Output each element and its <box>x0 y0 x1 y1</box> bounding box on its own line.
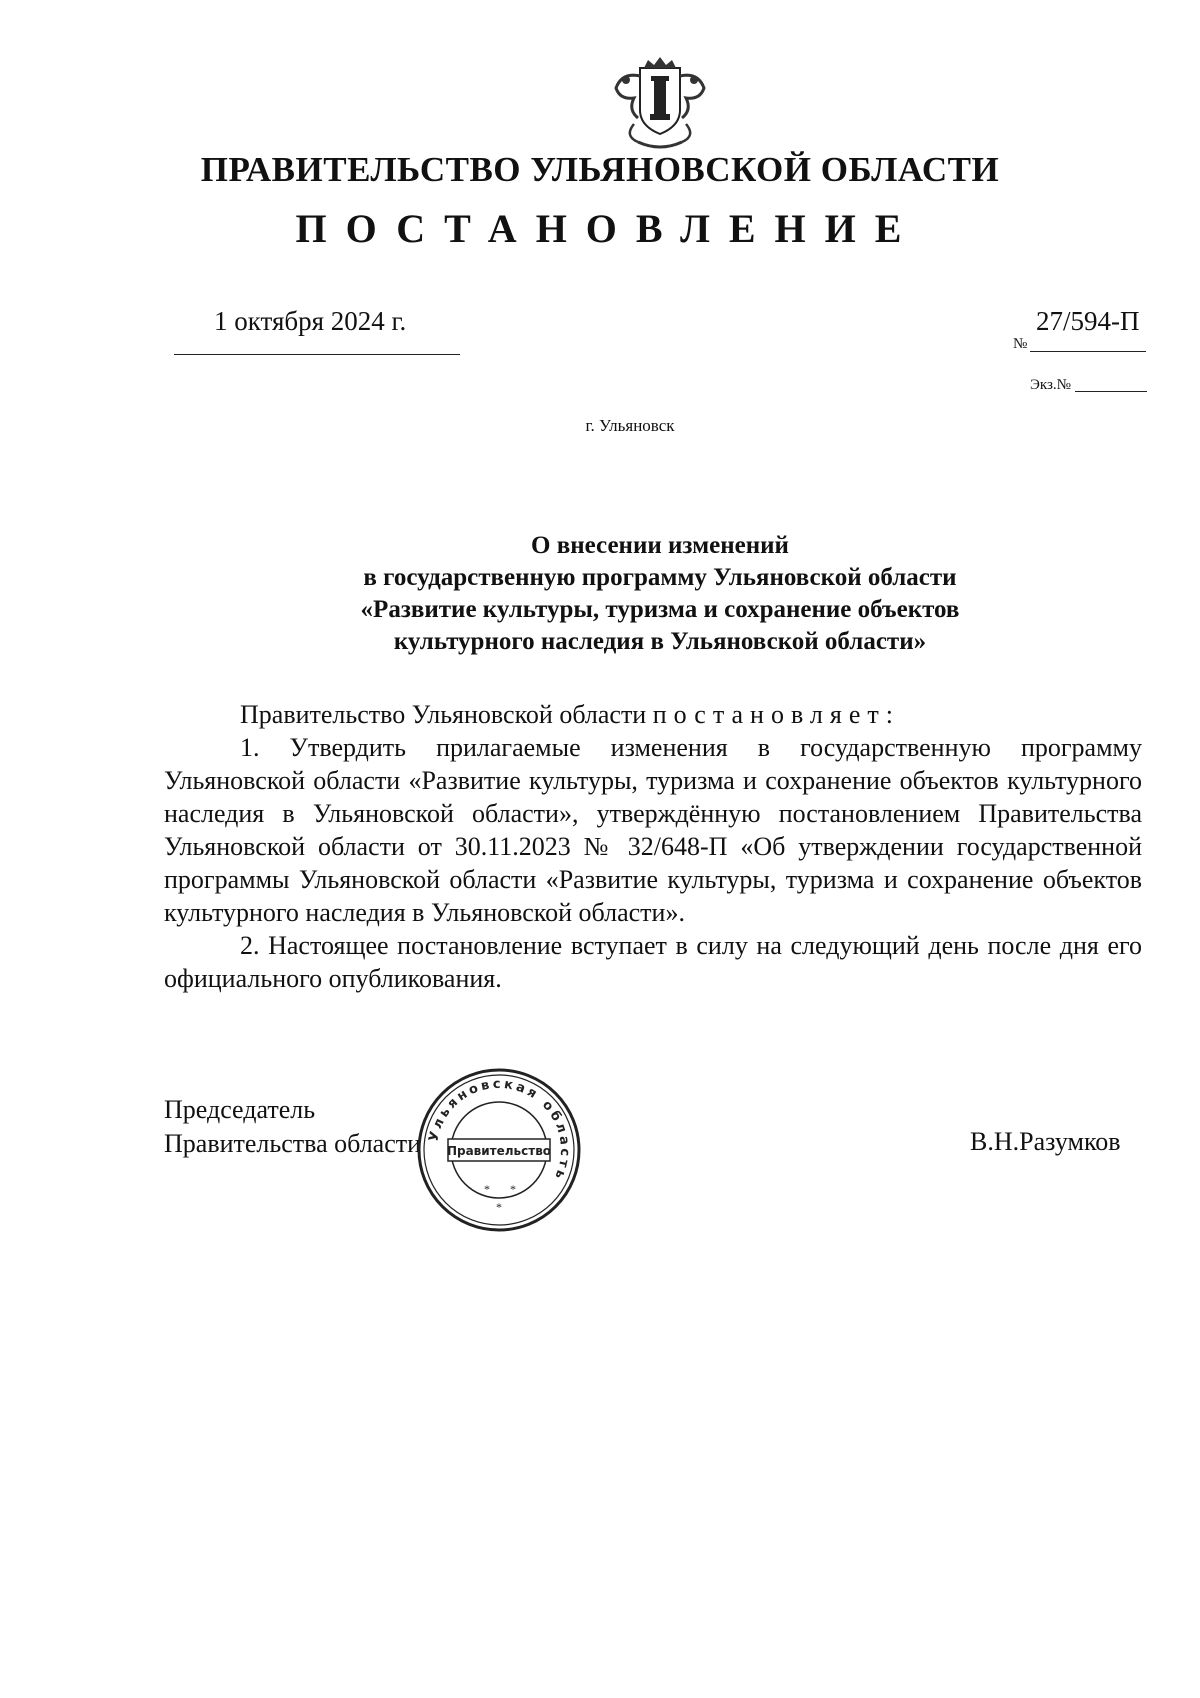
document-number: 27/594-П <box>1036 306 1140 336</box>
item-1: 1. Утвердить прилагаемые изменения в государственную программу Ульяновской области «Развитие культуры, туризма и сохранение объектов культурного наследия в Ульяновской области», утверждённую постановлением Правительства Ульяновской области от 30.11.2023 № 32/648-П «Об утверждении государственной программы Ульяновской области «Развитие культуры, туризма и сохранение объектов культурного наследия в Ульяновской области». <box>164 733 1142 927</box>
position-line: Правительства области <box>164 1129 422 1158</box>
document-type: ПОСТАНОВЛЕНИЕ <box>295 206 921 251</box>
title-line: культурного наследия в Ульяновской области» <box>393 628 927 655</box>
date-underline <box>174 354 460 355</box>
document-date: 1 октября 2024 г. <box>214 306 407 336</box>
title-line: «Развитие культуры, туризма и сохранение объектов <box>360 596 960 623</box>
preamble-text: Правительство Ульяновской области <box>240 700 647 729</box>
title-line: в государственную программу Ульяновской области <box>363 564 957 591</box>
number-underline <box>1030 351 1146 352</box>
preamble-spaced: постановляет: <box>652 700 900 729</box>
svg-text:*: * <box>484 1182 490 1196</box>
organization-name: ПРАВИТЕЛЬСТВО УЛЬЯНОВСКОЙ ОБЛАСТИ <box>200 150 1000 189</box>
svg-text:*: * <box>496 1200 502 1214</box>
signatory-position <box>164 1093 421 1161</box>
coat-of-arms-icon <box>604 54 716 154</box>
copy-number-underline <box>1075 391 1147 392</box>
document-body <box>164 698 1142 995</box>
official-seal-stamp <box>414 1065 584 1235</box>
item-2: 2. Настоящее постановление вступает в силу на следующий день после дня его официального опубликования. <box>164 931 1142 993</box>
number-sign: № <box>1013 336 1028 352</box>
city: г. Ульяновск <box>585 416 675 435</box>
copy-number-label: Экз.№ <box>1030 377 1071 393</box>
document-title <box>260 530 1060 658</box>
svg-text:*: * <box>510 1182 516 1196</box>
svg-text:Ульяновская область: Ульяновская область <box>426 1076 573 1184</box>
signatory-name: В.Н.Разумков <box>970 1127 1121 1156</box>
title-line: О внесении изменений <box>531 532 789 559</box>
position-line: Председатель <box>164 1095 316 1124</box>
svg-text:Правительство: Правительство <box>446 1144 552 1158</box>
preamble <box>164 698 1142 731</box>
